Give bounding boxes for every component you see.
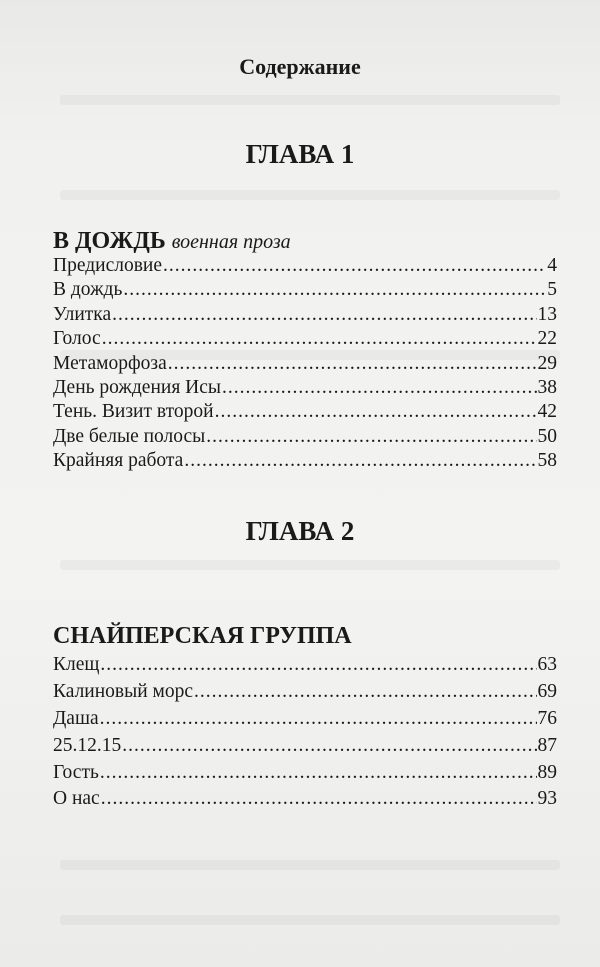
toc-entry	[53, 708, 557, 735]
section-title: В ДОЖДЬ	[53, 228, 166, 254]
toc-entry	[53, 279, 557, 303]
entry-title: 25.12.15	[53, 734, 122, 756]
toc-entry	[53, 426, 557, 450]
dot-leader	[101, 788, 537, 810]
entry-page: 5	[547, 279, 557, 301]
dot-leader	[123, 279, 546, 301]
toc-entry	[53, 304, 557, 328]
section-heading-snaiperskaya-gruppa	[53, 623, 352, 650]
dot-leader	[168, 353, 537, 375]
dot-leader	[100, 762, 537, 784]
entry-page: 58	[537, 450, 557, 472]
chapter-2-heading: ГЛАВА 2	[245, 516, 355, 546]
dot-leader	[222, 377, 536, 399]
dot-leader	[122, 735, 536, 757]
entry-page: 22	[537, 328, 557, 350]
toc-entry	[53, 681, 557, 708]
toc-entry	[53, 255, 557, 279]
dot-leader	[100, 654, 536, 676]
section-heading-v-dozhd	[53, 228, 291, 255]
entry-title: Клещ	[53, 654, 100, 675]
entry-page: 69	[537, 680, 557, 702]
entry-title: Калиновый морс	[53, 680, 194, 702]
entry-page: 63	[537, 654, 557, 675]
entry-page: 50	[537, 425, 557, 447]
dot-leader	[215, 401, 537, 423]
entry-title: Даша	[53, 707, 99, 729]
toc-entry	[53, 450, 557, 474]
entry-title: Две белые полосы	[53, 425, 206, 447]
entry-page: 89	[537, 761, 557, 783]
entry-title: Улитка	[53, 303, 112, 325]
entry-page: 76	[537, 707, 557, 729]
entry-title: Гость	[53, 761, 99, 783]
toc-entry	[53, 353, 557, 377]
page-title: Содержание	[239, 54, 361, 79]
dot-leader	[163, 255, 546, 277]
dot-leader	[102, 328, 537, 350]
entry-page: 4	[547, 255, 557, 276]
entry-page: 42	[537, 401, 557, 423]
entry-page: 13	[537, 303, 557, 325]
entry-title: Метаморфоза	[53, 352, 167, 374]
section-subtitle: военная проза	[171, 231, 291, 253]
toc-list-chapter-2	[53, 654, 557, 815]
entry-title: Предисловие	[53, 255, 163, 276]
section-title: СНАЙПЕРСКАЯ ГРУППА	[53, 623, 352, 649]
entry-title: Крайняя работа	[53, 450, 184, 472]
entry-title: О нас	[53, 788, 100, 810]
toc-entry	[53, 735, 557, 762]
toc-entry	[53, 328, 557, 352]
dot-leader	[184, 450, 536, 472]
entry-title: День рождения Исы	[53, 376, 222, 398]
dot-leader	[206, 426, 536, 448]
dot-leader	[100, 708, 537, 730]
toc-entry	[53, 377, 557, 401]
toc-list-chapter-1	[53, 255, 557, 475]
toc-entry	[53, 788, 557, 815]
entry-page: 93	[537, 788, 557, 810]
dot-leader	[112, 304, 536, 326]
entry-title: Голос	[53, 328, 101, 350]
dot-leader	[194, 681, 536, 703]
entry-page: 29	[537, 352, 557, 374]
entry-page: 87	[537, 734, 557, 756]
entry-title: Тень. Визит второй	[53, 401, 214, 423]
entry-page: 38	[537, 376, 557, 398]
entry-title: В дождь	[53, 279, 123, 301]
toc-entry	[53, 401, 557, 425]
toc-entry	[53, 654, 557, 681]
toc-entry	[53, 762, 557, 789]
chapter-1-heading: ГЛАВА 1	[245, 139, 355, 169]
